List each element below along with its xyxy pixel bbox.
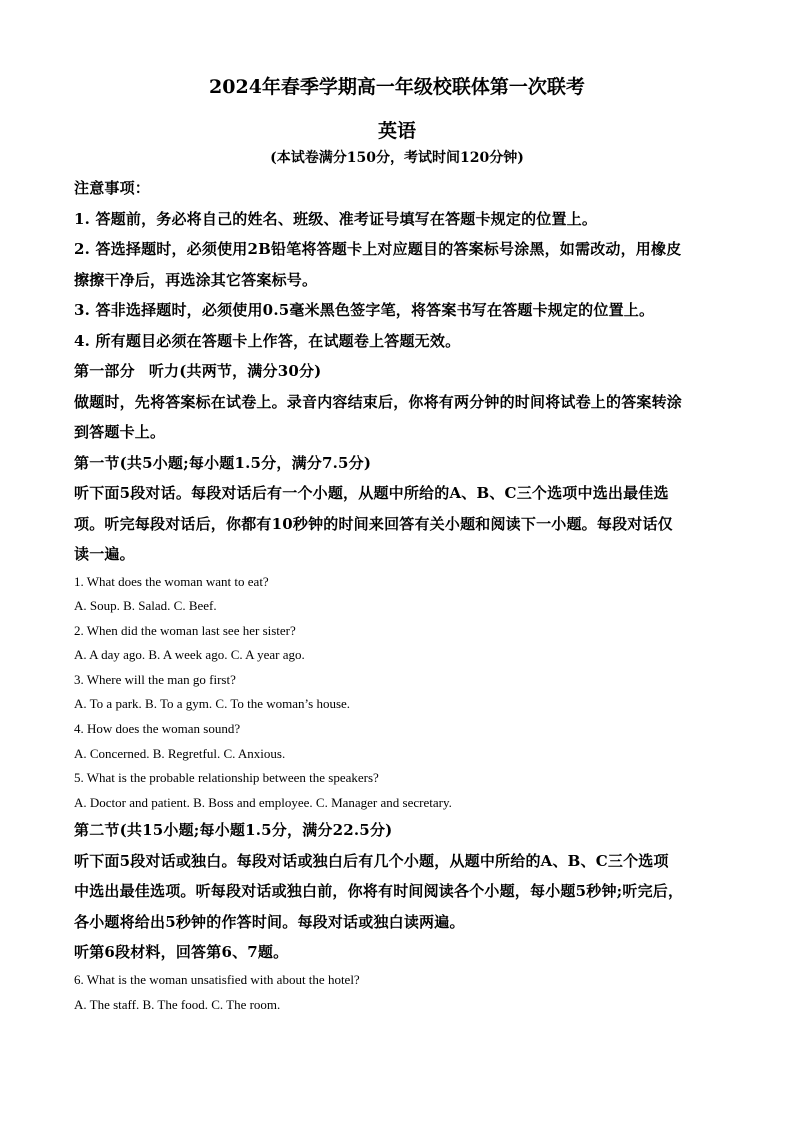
question-options: A. Soup. B. Salad. C. Beef. xyxy=(74,598,217,614)
exam-subject: 英语 xyxy=(377,120,416,142)
exam-title: 2024年春季学期高一年级校联体第一次联考 xyxy=(209,76,585,98)
question-text: 3. Where will the man go first? xyxy=(74,671,236,687)
question-options: A. To a park. B. To a gym. C. To the woman’s house. xyxy=(74,696,351,712)
question-text: 5. What is the probable relationship between the speakers? xyxy=(74,770,379,786)
material-heading: 听第6段材料，回答第6、7题。 xyxy=(74,943,289,962)
question-text: 2. When did the woman last see her sister? xyxy=(74,622,296,638)
part1-label: 第一部分 xyxy=(74,362,135,380)
question-options: A. The staff. B. The food. C. The room. xyxy=(74,996,281,1012)
section1-desc: 听下面5段对话。每段对话后有一个小题，从题中所给的A、B、C三个选项中选出最佳选 xyxy=(74,484,669,502)
question-text: 6. What is the woman unsatisfied with about the hotel? xyxy=(74,971,360,987)
part1-desc: 到答题卡上。 xyxy=(74,423,166,441)
part1-heading xyxy=(74,356,724,387)
instruction-item: 擦擦干净后，再选涂其它答案标号。 xyxy=(74,270,318,289)
exam-body xyxy=(74,173,724,1017)
question-options: A. Doctor and patient. B. Boss and employee. C. Manager and secretary. xyxy=(74,794,452,810)
question-text: 4. How does the woman sound? xyxy=(74,721,241,737)
section1-desc: 读一遍。 xyxy=(74,545,135,563)
instruction-item: 3. 答非选择题时，必须使用0.5毫米黑色签字笔，将答案书写在答题卡规定的位置上。 xyxy=(74,301,655,319)
exam-note: (本试卷满分150分，考试时间120分钟) xyxy=(270,150,524,166)
part1-desc: 做题时，先将答案标在试卷上。录音内容结束后，你将有两分钟的时间将试卷上的答案转涂 xyxy=(74,392,683,411)
instruction-item: 1. 答题前，务必将自己的姓名、班级、准考证号填写在答题卡规定的位置上。 xyxy=(74,209,598,228)
section1-desc: 项。听完每段对话后，你都有10秒钟的时间来回答有关小题和阅读下一小题。每段对话仅 xyxy=(74,514,673,533)
section1-title: 第一节(共5小题;每小题1.5分，满分7.5分) xyxy=(74,453,372,472)
section2-title: 第二节(共15小题;每小题1.5分，满分22.5分) xyxy=(74,821,393,840)
question-text: 1. What does the woman want to eat? xyxy=(74,573,269,589)
section2-desc: 听下面5段对话或独白。每段对话或独白后有几个小题，从题中所给的A、B、C三个选项 xyxy=(74,851,669,870)
question-options: A. Concerned. B. Regretful. C. Anxious. xyxy=(74,745,286,761)
instruction-item: 4. 所有题目必须在答题卡上作答，在试题卷上答题无效。 xyxy=(74,331,461,350)
section2-desc: 各小题将给出5秒钟的作答时间。每段对话或独白读两遍。 xyxy=(74,912,465,931)
question-options: A. A day ago. B. A week ago. C. A year ago. xyxy=(74,647,305,663)
instruction-item: 2. 答选择题时，必须使用2B铅笔将答题卡上对应题目的答案标号涂黑，如需改动，用橡皮 xyxy=(74,240,682,258)
instructions-heading: 注意事项： xyxy=(74,179,151,197)
section2-desc: 中选出最佳选项。听每段对话或独白前，你将有时间阅读各个小题，每小题5秒钟;听完后， xyxy=(74,882,684,901)
part1-title: 听力(共两节，满分30分) xyxy=(148,362,322,380)
